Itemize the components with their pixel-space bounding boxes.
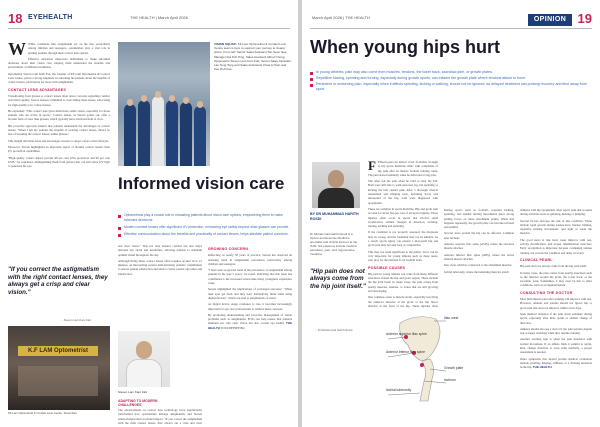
left-column-2 bbox=[118, 244, 202, 330]
person-head bbox=[127, 99, 133, 106]
author-body bbox=[318, 188, 354, 208]
leader-line bbox=[388, 393, 420, 395]
list-item: Ischial tuberosity, where the hamstring muscles attach bbox=[444, 269, 509, 274]
bullet-item: Optometrists play a crucial role in educating patients about vision care options, empowering them to make informed decisions. bbox=[118, 213, 290, 223]
adapting-text bbox=[118, 408, 202, 424]
paragraph: Moreover, Steven highlighted an important aspect of modern contact lenses: their UV protection capabilities. bbox=[8, 144, 110, 154]
page-number: 19 bbox=[577, 11, 592, 26]
header-rule bbox=[310, 28, 592, 29]
paragraph: "I have seen an upward trend in the prevalence of astigmatism among patients in the past 5 years," he noted, indicating that this issue has contributed to the increased screen time many youngsters experience today. bbox=[208, 268, 292, 286]
pull-quote-attribution: - Dr Muhammad Harith Rosdi bbox=[316, 328, 353, 332]
article-code: TOU230FPSEE094 bbox=[220, 325, 245, 330]
headline: When young hips hurt bbox=[310, 37, 500, 57]
paragraph: Hip pain in young athletes can come from many different structures around the hip and groin region. These include the hip joint itself. In many cases, the pain comes from nearby muscles, tendons, or bones that are still growing and developing. bbox=[368, 271, 438, 294]
right-column-3 bbox=[520, 208, 592, 420]
paragraph: This may not seem significant to the public, but it can be very important for young athletes such as these teens, who play for the national U-16 football team. bbox=[368, 249, 438, 263]
paragraph: Effective education empowers individuals to make informed decisions about their vision care, helping them understand the benefits and practicalities of different treatments. bbox=[8, 56, 110, 70]
subheading: CONTACT LENS ADVANTAGES bbox=[8, 87, 66, 92]
paragraph: Reflecting on nearly 38 years of practice, Steven has observed an alarming trend in astigmatism prevalence, particularly among children and teenagers. bbox=[208, 253, 292, 266]
summary-bullets bbox=[118, 213, 290, 239]
paragraph: F Fifteen-year-old district level footballer brought to my sports medicine clinic with complaints of hip pain after an intense football training camp. The pain started suddenly when he delivered a long pass. bbox=[368, 160, 438, 177]
paragraph: and clear vision." This not only ensures comfort but also helps alleviate eye strain and headaches, allowing patients to maintain optimal visual throughout the day. bbox=[118, 244, 202, 257]
summary-bullets bbox=[310, 70, 588, 94]
person-head bbox=[141, 95, 147, 102]
figure-label: Iliac crest bbox=[444, 316, 459, 320]
paragraph: If the condition is not properly assessed, the diagnosis may be wrong, and the treatment may not be suitable. As a result, sports injury can extend a short-term hip and groin pain may become long or competitive. bbox=[368, 230, 438, 248]
subheading: ADAPTING TO MODERN CHALLENGES bbox=[118, 399, 158, 408]
author-head bbox=[328, 170, 344, 188]
person-head bbox=[183, 97, 189, 104]
section-tab: OPINION bbox=[528, 14, 572, 26]
person-figure bbox=[180, 102, 192, 166]
paragraph: As digital device usage continues to rise, it becomes increasingly important for eye care professionals to address these concerns. bbox=[208, 302, 292, 311]
paragraph: Although fitting these contact lenses often requires around 10 to 15 minutes, an intersecting session demonstrating patients' commitment to ensure patient satisfaction and ideal to better patient outcomes and satisfaction. bbox=[118, 258, 202, 276]
paragraph: This insight alleviates fears and encourages wearers to adopt a more active lifestyle. bbox=[8, 138, 109, 143]
paragraph: During sports such as football, repeated kicking, sprinting, and sudden turning movements place strong pulling forces on these attachment points. When this happens repeatedly, the growth plate can become irritated and painful. bbox=[444, 208, 514, 230]
pull-quote: "If you correct the astigmatism with the right contact lenses, they always get a crisp and clear vision." bbox=[8, 266, 108, 296]
section-title: EYEHEALTH bbox=[28, 14, 73, 21]
subheading: CLINICAL PEARL bbox=[520, 257, 553, 262]
paragraph: Most mild muscle pain after training will improve with rest. However, athletes and parents should not ignore hip or groin pain that does not improve within a few days. bbox=[520, 297, 592, 310]
subheading: GROWING CONCERN bbox=[208, 247, 249, 251]
folio: THE HEALTH | March April 2026 bbox=[130, 15, 188, 20]
paragraph: Another warning sign is when the pain interferes with normal movement. If an athlete finds it painful to sprint, kick, change direction or even walk normally, a proper assessment is needed. bbox=[520, 337, 592, 355]
paragraph: Other symptoms that should prompt medical evaluation include swelling, limping, stiffness, or a clicking sensation in the hip. THE HEALTH bbox=[520, 356, 592, 370]
photo-sidebar-caption bbox=[214, 42, 292, 71]
paragraph: Optometrist Steven Lam Kam Fatt, the founder of KF Lam Optometrist & Contact Lens Centre, places a strong emphasis on educating his patients about the benefits of contact lenses, particularly for those with astigmatism. bbox=[8, 71, 110, 85]
person-figure bbox=[152, 96, 164, 166]
right-column-2 bbox=[444, 208, 514, 308]
left-column-1 bbox=[8, 42, 110, 264]
store-photo bbox=[8, 326, 110, 410]
figure-label: Ischial tuberosity bbox=[386, 388, 412, 392]
paragraph: The advancements in contact lens technology have significantly transformed how optometrists manage astigmatism, and Steven acknowledged their profound impact. "If you correct the astigmatism with the right contact lenses, they always get a crisp and clear bbox=[118, 408, 202, 424]
end-logo: THE HEALTH bbox=[532, 365, 552, 370]
person-head bbox=[155, 91, 161, 98]
portrait-head bbox=[136, 341, 152, 359]
growth-plate-marker bbox=[420, 363, 424, 367]
subheading: POSSIBLE CAUSES bbox=[368, 265, 406, 270]
paragraph: By promoting understanding and proactive management of vision problems such as astigmatism, ECPs can help ensure that patients maintain not only clear vision but also overall eye health. THE HEALTH TOU230FPSEE094 bbox=[208, 312, 292, 330]
drop-cap: F bbox=[368, 160, 376, 173]
storefront bbox=[18, 366, 98, 396]
left-header bbox=[0, 10, 298, 28]
hip-anatomy-figure bbox=[386, 309, 464, 405]
folio: March April 2026 | THE HEALTH bbox=[312, 15, 370, 20]
person-figure bbox=[166, 100, 178, 166]
store-sign: K.F LAM Optometrist bbox=[18, 346, 98, 356]
paragraph: Hip pain does not always come from the hip joint itself. bbox=[520, 264, 587, 269]
person-figure bbox=[138, 100, 150, 166]
intro-paragraph: W While conditions like astigmatism are on the rise, particularly among children and teenagers, optometrists play a vital role in guiding patients through their contact lens options. bbox=[8, 42, 110, 59]
bullet-item: Repetitive kicking, sprinting and turning, especially during growth spurts, can inflame the growth plate where tendons attach to bone. bbox=[310, 76, 588, 81]
paragraph: Steven highlighted the implications of prolonged exposure: "When their eyes get tired, and they don't instinctively blink while using digital devices," which can lead to astigmatism of vision. bbox=[208, 287, 292, 300]
person-figure bbox=[194, 106, 206, 166]
team-photo bbox=[118, 42, 210, 166]
list-item: Anterior inferior iliac spine (AIIS), where the rectus femoris muscle attaches bbox=[444, 252, 514, 261]
drop-cap: W bbox=[8, 42, 26, 59]
sidebar-text: KF Lam Optometrist & Contact Lens Centre team is here to support your journey to clearer vision. From left: Senior Sales Assistant Tan Seen Hee, Manager Doi Poh Ping, Sales Assistant Alfred Chong, Optometrist Steven Lam Kam Fatt, Senior Sales Assistant Lau Teng Teng and Sales Assistants Chua Ai Kian and Kee Poh Kee. bbox=[214, 42, 291, 72]
person-head bbox=[197, 101, 203, 108]
left-column-3 bbox=[208, 244, 292, 422]
person-head bbox=[169, 95, 175, 102]
bullet-item: In young athletes, pain may also come from muscles, tendons, the lower back, sacroiliac joint, or growth plates. bbox=[310, 70, 588, 75]
paragraph: Athletes should also see a doctor if the pain persists despite rest or keeps returning when they resume training. bbox=[520, 326, 592, 336]
bullet-item: Persistent or worsening pain, especially when it affects sprinting, kicking or walking, should not be ignored, as delayed treatment can prolong recovery and time away from sport. bbox=[310, 82, 588, 92]
paragraph: One common cause is muscle strain, especially involving the adductor muscles at the groin or the hip flexor muscles at the front of the hip. These injuries often bbox=[368, 295, 438, 308]
portrait-photo bbox=[118, 331, 170, 387]
end-logo: THE HEALTH bbox=[208, 321, 292, 330]
figure-label: Anterior superior iliac spine bbox=[386, 332, 427, 336]
paragraph: "High-quality contact lenses provide 96 per cent UVA protection and 99 per cent UVB," he explained, distinguishing them from glasses that can still allow UV light to penetrate the eye. bbox=[8, 155, 110, 169]
header-rule bbox=[8, 28, 290, 29]
paragraph: The good news is that most cases improve with rest, activity modification, and proper rehabilitation exercises. Early recognition is important because continuing intense training can worsen the condition and delay recovery. bbox=[520, 237, 592, 255]
paragraph: The other felt the pain when he tried to clear the ball. Both were still able to walk and even jog, but sprinting or kicking the ball caused pain. After a thorough clinical assessment and imaging tests, including X-ray and ultrasound of the hip, both were diagnosed with apophysitis. bbox=[368, 179, 438, 205]
portrait-body bbox=[126, 359, 162, 387]
person-figure bbox=[124, 104, 136, 166]
byline: BY DR MUHAMMAD HARITH ROSDI bbox=[310, 212, 359, 221]
right-page bbox=[302, 0, 600, 427]
figure-label: Anterior inferior iliac spine bbox=[386, 350, 426, 354]
paragraph: Athletes with hip apophysitis often report pain that worsens during activities such as sprinting, kicking or jumping. bbox=[520, 208, 592, 217]
bullet-item: Effective communication about the benefits and practicality of contact lenses, helps alleviate patient concerns. bbox=[118, 232, 290, 237]
list-item: Iliac crest, which is connected to the abdominal muscles bbox=[444, 263, 512, 268]
paragraph: Several areas around the hip can be affected. Common sites include: bbox=[444, 231, 514, 240]
left-page bbox=[0, 0, 298, 427]
author-photo bbox=[312, 162, 360, 208]
sidebar-heading: VISION SQUAD: bbox=[214, 42, 237, 46]
paragraph: His proactive approach ensures that patients understand the advantages of contact lenses: "When I tell my patients the benefits of wearing contact lenses, there's no fear of breaking the contact lenses, unlike glasses." bbox=[8, 123, 110, 137]
figure-label: Growth plate bbox=[444, 366, 464, 370]
bullet-item: Modern contact lenses offer significant UV protection, enhancing eye safety beyond what glasses can provide. bbox=[118, 225, 290, 230]
photo-caption: KF Lam Optometrist & Contact Lens Centre, Seremban. bbox=[8, 411, 78, 415]
list-item: Anterior superior iliac spine (ASIS), where the sartorius muscle attaches bbox=[444, 242, 514, 251]
pull-quote: "Hip pain does not always come from the hip joint itself." bbox=[310, 268, 366, 290]
paragraph: In many cases, the pain comes from nearby structures such as the muscles around the groin, the lower back, or the sacroiliac joint. Sometimes, it may even be due to other conditions, such as an inguinal hernia. bbox=[520, 270, 592, 288]
paragraph: He explained: "This contact lens gives them more stable vision, especially for those patients who are active in sports." Contact lenses, as Steven points out, offer a broader field of view than glasses, which typically have restricted field of view. bbox=[8, 108, 110, 122]
paragraph: Transitioning from glasses to contact lenses often raises concerns regarding comfort and vision quality. Severe tension committed to overcoming these issues, advocating for high-quality toric contact lenses. bbox=[8, 93, 110, 107]
pull-quote-attribution: - Steven Lam Kam Fatt bbox=[62, 318, 91, 322]
paragraph: Seek medical attention if the pain starts suddenly during sports, especially after kick, sprint or sudden change of direction. bbox=[520, 311, 592, 325]
portrait-caption: Steven Lam Kam Fatt bbox=[118, 390, 148, 394]
paragraph: Several factors increase the risk of this condition. These include rapid growth during adolescence, intense training, repetitive kicking movements, and tight or weak hip muscles. bbox=[520, 218, 592, 236]
subheading: CONSULTING THE DOCTOR bbox=[520, 290, 573, 295]
right-column-1 bbox=[368, 160, 438, 308]
figure-label: Ischium bbox=[444, 378, 456, 382]
paragraph: These are common in sports medicine. Hip and groin pain account for about five per cent of all sports injuries. These injuries often occur in sports that involve rapid acceleration, sudden changes in direction, twisting, turning, kicking and sprinting. bbox=[368, 206, 438, 229]
headline: Informed vision care bbox=[118, 174, 285, 193]
author-bio: Dr Muhammad Harith Rosdi is a Sports and Exercise Medicine specialist and clinical lecturer at the IIUM. His passions include medical education, pain, and regenerative medicine. bbox=[310, 232, 358, 256]
page-number: 18 bbox=[8, 11, 23, 26]
